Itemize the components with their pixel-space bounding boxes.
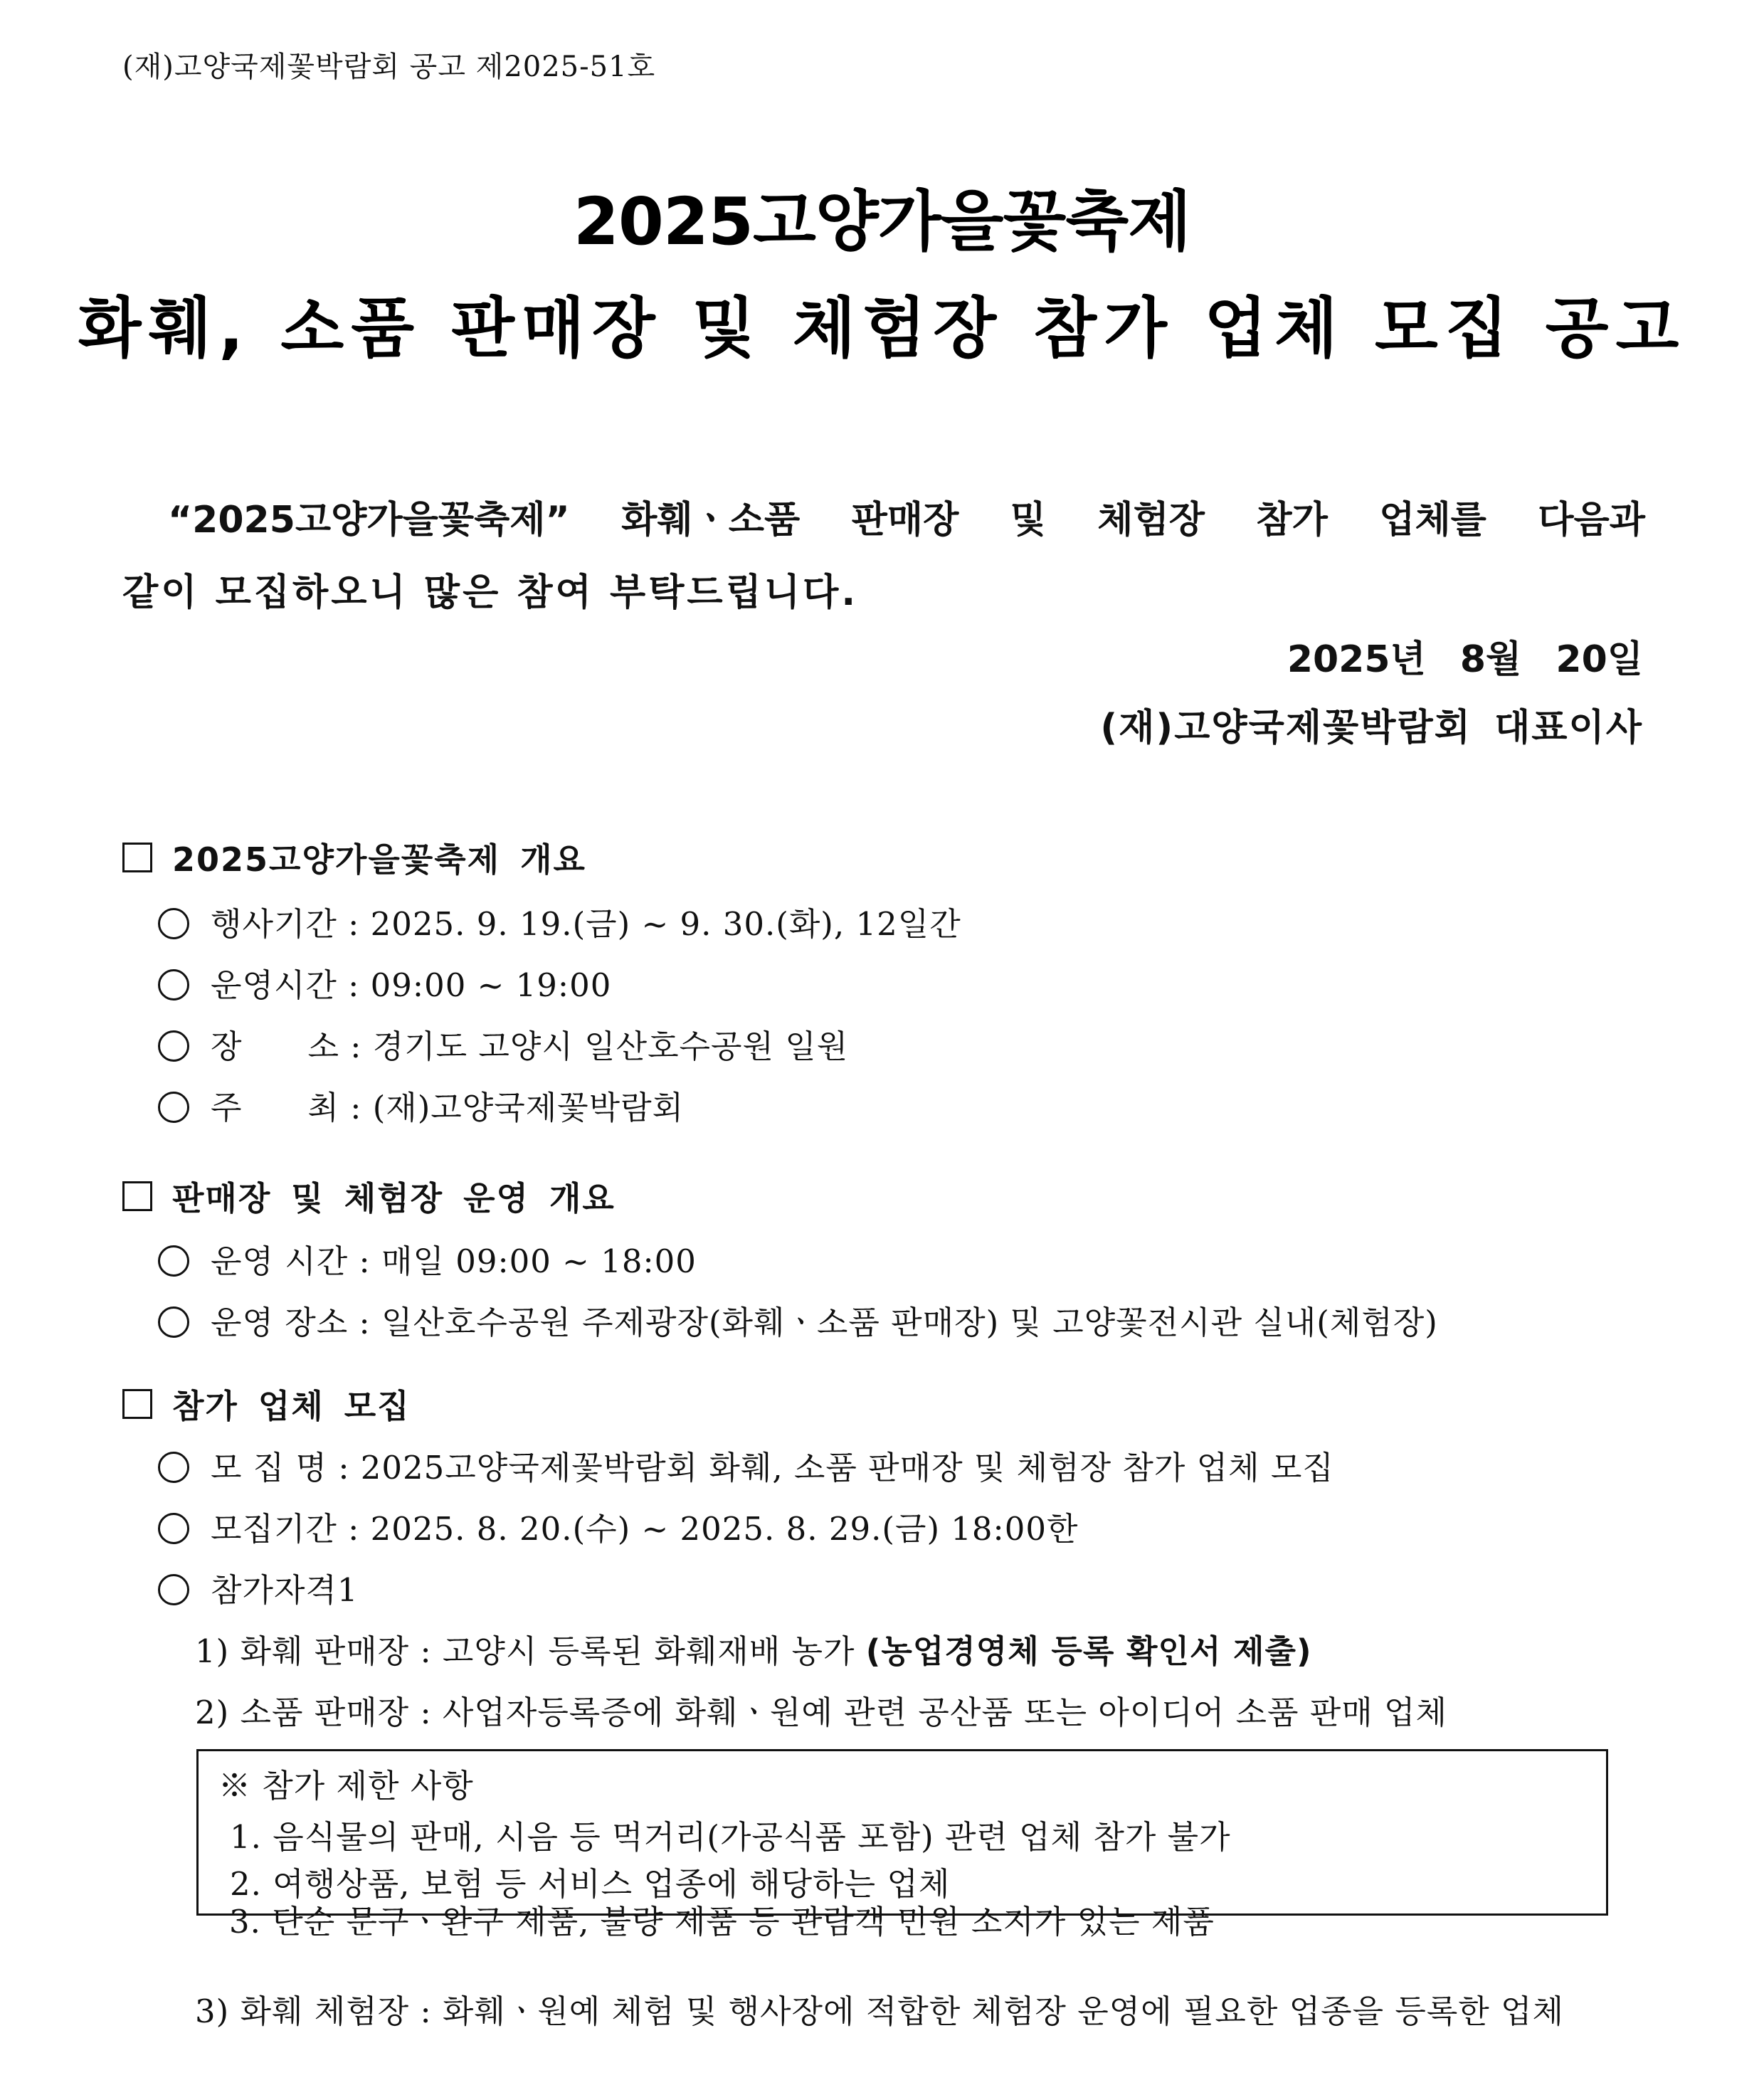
qualification-note: (농업경영체 등록 확인서 제출) xyxy=(865,1632,1312,1670)
circle-bullet-icon xyxy=(158,1030,189,1062)
qualification-3 xyxy=(195,1985,1564,2032)
item-text: 운영시간 : 09:00 ~ 19:00 xyxy=(211,966,612,1004)
page-title: 2025고양가을꽃축제 xyxy=(573,184,1191,260)
item-text: 모 집 명 : 2025고양국제꽃박람회 화훼, 소품 판매장 및 체험장 참가 업체 모집 xyxy=(211,1449,1334,1487)
section-heading-overview xyxy=(122,834,586,881)
notice-date: 2025년 8월 20일 xyxy=(1287,638,1643,681)
item-text: 운영 시간 : 매일 09:00 ~ 18:00 xyxy=(211,1242,697,1280)
square-bullet-icon xyxy=(122,843,152,872)
restrictions-title: ※ 참가 제한 사항 xyxy=(218,1767,474,1805)
qualification-text: 3) 화훼 체험장 : 화훼ㆍ원예 체험 및 행사장에 적합한 체험장 운영에 필요한 업종을 등록한 업체 xyxy=(195,1992,1564,2030)
restriction-item: 3. 단순 문구ㆍ완구 제품, 불량 제품 등 관람객 민원 소지가 있는 제품 xyxy=(229,1903,1215,1941)
circle-bullet-icon xyxy=(158,1245,189,1277)
circle-bullet-icon xyxy=(158,908,189,939)
item-text: 모집기간 : 2025. 8. 20.(수) ~ 2025. 8. 29.(금) 18:00한 xyxy=(211,1510,1079,1548)
intro-line-2: 같이 모집하오니 많은 참여 부탁드립니다. xyxy=(122,571,859,614)
circle-bullet-icon xyxy=(158,969,189,1001)
list-item xyxy=(158,1503,1078,1549)
qualification-text: 1) 화훼 판매장 : 고양시 등록된 화훼재배 농가 xyxy=(195,1632,866,1670)
item-text: 행사기간 : 2025. 9. 19.(금) ~ 9. 30.(화), 12일간 xyxy=(211,905,961,943)
page-subtitle: 화훼, 소품 판매장 및 체험장 참가 업체 모집 공고 xyxy=(78,290,1686,366)
intro-line-1: “2025고양가을꽃축제” 화훼ㆍ소품 판매장 및 체험장 참가 업체를 다음과 xyxy=(168,499,1645,542)
list-item xyxy=(158,1297,1438,1343)
section-heading-recruit xyxy=(122,1380,411,1427)
restriction-item: 1. 음식물의 판매, 시음 등 먹거리(가공식품 포함) 관련 업체 참가 불가 xyxy=(230,1818,1231,1856)
qualification-1 xyxy=(195,1625,1312,1672)
item-text: 참가자격1 xyxy=(211,1571,359,1609)
restriction-item: 2. 여행상품, 보험 등 서비스 업종에 해당하는 업체 xyxy=(230,1865,951,1903)
issuer: (재)고양국제꽃박람회 대표이사 xyxy=(1100,707,1643,749)
circle-bullet-icon xyxy=(158,1092,189,1123)
qualification-text: 2) 소품 판매장 : 사업자등록증에 화훼ㆍ원예 관련 공산품 또는 아이디어 소품 판매 업체 xyxy=(195,1694,1447,1731)
item-text: 운영 장소 : 일산호수공원 주제광장(화훼ㆍ소품 판매장) 및 고양꽃전시관 실내(체험장) xyxy=(211,1304,1438,1341)
list-item xyxy=(158,1442,1334,1488)
section-title: 2025고양가을꽃축제 개요 xyxy=(172,840,586,879)
circle-bullet-icon xyxy=(158,1513,189,1544)
list-item xyxy=(158,1082,684,1128)
qualification-2 xyxy=(195,1686,1447,1733)
circle-bullet-icon xyxy=(158,1306,189,1338)
square-bullet-icon xyxy=(122,1181,152,1211)
item-text: 주 최 : (재)고양국제꽃박람회 xyxy=(211,1089,685,1126)
circle-bullet-icon xyxy=(158,1452,189,1483)
section-title: 참가 업체 모집 xyxy=(172,1387,411,1425)
notice-number: (재)고양국제꽃박람회 공고 제2025-51호 xyxy=(122,51,656,83)
restrictions-box xyxy=(196,1749,1608,1916)
list-item xyxy=(158,1020,848,1067)
circle-bullet-icon xyxy=(158,1574,189,1605)
list-item xyxy=(158,1235,697,1282)
list-item xyxy=(158,898,961,944)
section-heading-operation xyxy=(122,1173,616,1220)
list-item xyxy=(158,959,611,1005)
list-item xyxy=(158,1564,359,1610)
square-bullet-icon xyxy=(122,1389,152,1419)
item-text: 장 소 : 경기도 고양시 일산호수공원 일원 xyxy=(211,1028,849,1065)
section-title: 판매장 및 체험장 운영 개요 xyxy=(172,1179,616,1218)
